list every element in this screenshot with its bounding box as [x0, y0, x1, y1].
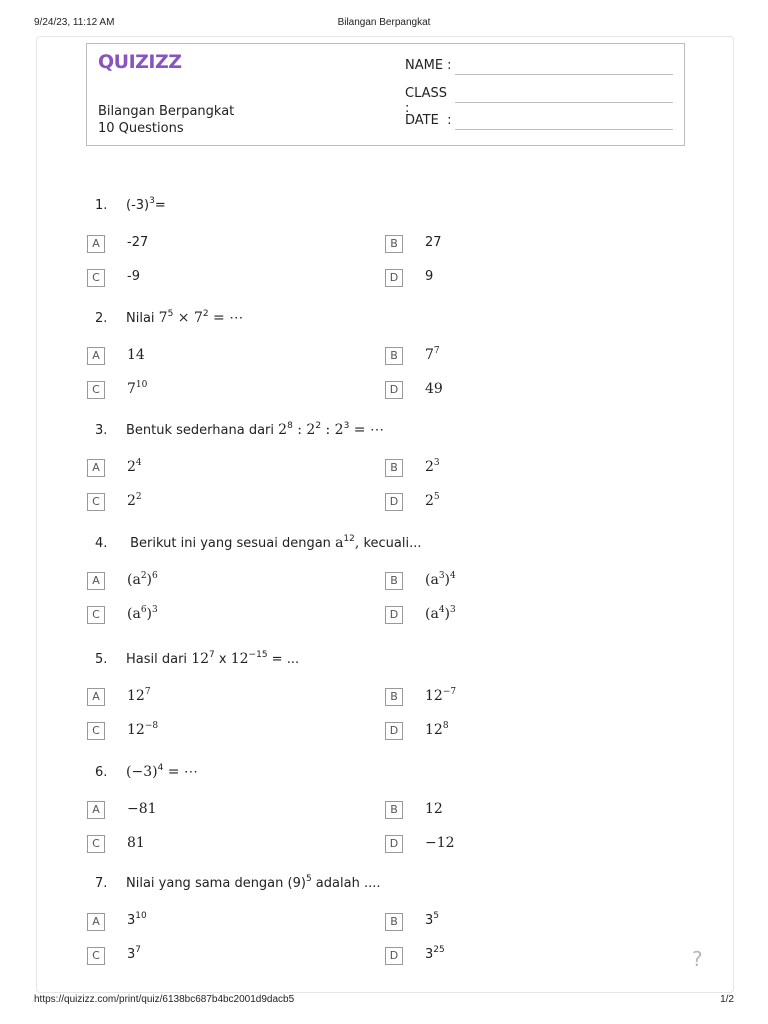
exponent: 3 — [438, 571, 445, 581]
text-fragment: Nilai yang sama dengan (9) — [126, 876, 306, 891]
math-text: 14 — [127, 347, 145, 363]
math-text: 7 — [127, 381, 136, 397]
question-1 — [95, 198, 166, 213]
option-value — [127, 604, 158, 622]
math-text: 2 — [127, 493, 136, 509]
math-text: 7 — [158, 310, 168, 326]
exponent: 6 — [152, 571, 158, 581]
exponent: 3 — [152, 605, 158, 615]
option-value — [127, 570, 158, 588]
exponent: 10 — [135, 911, 147, 921]
math-text: ) — [444, 606, 451, 622]
print-title: Bilangan Berpangkat — [337, 17, 431, 28]
math-text: = ⋯ — [163, 764, 198, 780]
text-fragment: Hasil dari — [126, 652, 192, 667]
math-text: a — [335, 535, 344, 551]
option-value — [127, 720, 158, 738]
question-number: 4. — [95, 536, 108, 551]
question-number: 7. — [95, 876, 108, 891]
exponent: 10 — [135, 380, 148, 390]
name-line — [455, 74, 673, 75]
option-value — [127, 345, 145, 363]
math-text: 49 — [425, 381, 443, 397]
question-7 — [95, 876, 380, 891]
math-text: (a — [127, 606, 141, 622]
math-text: −81 — [127, 801, 157, 817]
option-letter-box: D — [385, 722, 403, 740]
option-letter-box: A — [87, 688, 105, 706]
math-text: = ⋯ — [349, 422, 384, 438]
math-text: 7 — [425, 347, 434, 363]
option-value — [127, 833, 145, 851]
math-text: 12 — [425, 801, 443, 817]
option-letter-box: C — [87, 381, 105, 399]
option-value — [127, 379, 147, 397]
option-value — [425, 833, 455, 851]
option-value — [425, 686, 456, 704]
math-text: ) — [146, 606, 153, 622]
exponent: 5 — [433, 911, 440, 921]
option-letter-box: C — [87, 269, 105, 287]
text-fragment: Bentuk sederhana dari — [126, 423, 279, 438]
exponent: 8 — [442, 721, 449, 731]
exponent: 7 — [209, 650, 215, 660]
math-text: = ⋯ — [208, 310, 244, 326]
option-value — [425, 799, 443, 817]
exponent: 7 — [433, 346, 440, 356]
exponent: 4 — [135, 458, 142, 468]
option-value — [425, 235, 442, 250]
question-mark-icon[interactable]: ? — [692, 947, 703, 971]
option-value — [127, 269, 140, 284]
exponent: 3 — [450, 605, 456, 615]
option-value — [425, 604, 456, 622]
option-value — [425, 491, 440, 509]
text-fragment: 3 — [425, 947, 434, 962]
math-text: (a — [127, 572, 141, 588]
question-text — [126, 311, 243, 326]
name-field — [405, 58, 455, 73]
question-count: 10 Questions — [98, 121, 184, 136]
exponent: 8 — [287, 421, 293, 431]
quizizz-logo: QUIZIZZ — [98, 51, 182, 73]
question-number: 2. — [95, 311, 108, 326]
option-value — [425, 269, 433, 284]
class-field — [405, 86, 455, 116]
exponent: 5 — [167, 309, 174, 319]
math-text: × 7 — [173, 310, 203, 326]
math-text: ) — [146, 572, 153, 588]
question-5 — [95, 651, 299, 667]
date-label: DATE : — [405, 113, 452, 128]
option-value — [127, 913, 147, 928]
math-text: 12 — [425, 722, 443, 738]
math-text: 12 — [230, 651, 249, 667]
option-letter-box: D — [385, 606, 403, 624]
exponent: 4 — [157, 763, 164, 773]
option-letter-box: A — [87, 572, 105, 590]
option-value — [425, 345, 440, 363]
math-text: (a — [425, 606, 439, 622]
question-number: 6. — [95, 765, 108, 780]
text-fragment: adalah .... — [311, 876, 381, 891]
option-letter-box: A — [87, 459, 105, 477]
option-letter-box: B — [385, 913, 403, 931]
page-number: 1/2 — [720, 994, 734, 1005]
option-letter-box: C — [87, 835, 105, 853]
text-fragment: x — [214, 652, 231, 667]
option-letter-box: B — [385, 572, 403, 590]
exponent: 12 — [343, 534, 355, 544]
option-value — [425, 379, 443, 397]
question-number: 3. — [95, 423, 108, 438]
text-fragment: (-3) — [126, 198, 150, 213]
text-fragment: = ... — [267, 652, 300, 667]
option-value — [425, 720, 449, 738]
option-letter-box: B — [385, 459, 403, 477]
option-value — [127, 686, 151, 704]
exponent: 2 — [140, 571, 147, 581]
question-text — [126, 536, 422, 551]
print-header — [0, 17, 768, 31]
option-letter-box: D — [385, 269, 403, 287]
text-fragment: 27 — [425, 235, 442, 250]
math-text: 2 — [278, 422, 288, 438]
exponent: 4 — [438, 605, 445, 615]
question-6 — [95, 764, 198, 780]
math-text: 2 — [127, 459, 136, 475]
math-text: : 2 — [321, 422, 344, 438]
exponent: 3 — [343, 421, 350, 431]
name-label: NAME : — [405, 58, 452, 73]
question-number: 5. — [95, 652, 108, 667]
option-letter-box: B — [385, 801, 403, 819]
option-letter-box: D — [385, 381, 403, 399]
option-letter-box: D — [385, 947, 403, 965]
option-value — [425, 947, 445, 962]
date-line — [455, 129, 673, 130]
exponent: 3 — [149, 196, 155, 206]
option-letter-box: A — [87, 235, 105, 253]
option-letter-box: B — [385, 347, 403, 365]
math-text: 12 — [191, 651, 210, 667]
exponent: 2 — [135, 492, 142, 502]
exponent: 25 — [433, 945, 445, 955]
quiz-title: Bilangan Berpangkat — [98, 104, 235, 119]
exponent: −7 — [442, 687, 457, 697]
math-text: 12 — [425, 688, 443, 704]
text-fragment: = — [154, 198, 166, 213]
question-3 — [95, 422, 384, 438]
text-fragment: Nilai — [126, 311, 159, 326]
math-text: 12 — [127, 722, 145, 738]
math-text: 12 — [127, 688, 145, 704]
question-text — [126, 652, 299, 667]
option-value — [127, 457, 142, 475]
print-url: https://quizizz.com/print/quiz/6138bc687b4bc2001d9dacb5 — [34, 994, 295, 1005]
math-text: −12 — [425, 835, 455, 851]
option-value — [425, 457, 440, 475]
option-letter-box: A — [87, 347, 105, 365]
text-fragment: 3 — [127, 913, 136, 928]
exponent: 5 — [305, 874, 312, 884]
option-letter-box: C — [87, 722, 105, 740]
question-4 — [95, 535, 422, 551]
math-text: : 2 — [292, 422, 316, 438]
text-fragment: 3 — [425, 913, 434, 928]
question-text — [126, 765, 198, 780]
option-value — [127, 235, 148, 250]
exponent: 5 — [433, 492, 440, 502]
question-text — [126, 423, 384, 438]
date-field — [405, 113, 455, 128]
exponent: 2 — [315, 421, 322, 431]
exponent: 3 — [433, 458, 440, 468]
math-text: ) — [444, 572, 451, 588]
math-text: (−3) — [126, 764, 158, 780]
text-fragment: 3 — [127, 947, 136, 962]
exponent: 7 — [144, 687, 151, 697]
exponent: −8 — [144, 721, 159, 731]
text-fragment: kecuali... — [359, 536, 422, 551]
class-line — [455, 102, 673, 103]
option-letter-box: C — [87, 947, 105, 965]
math-text: 2 — [425, 459, 434, 475]
option-letter-box: B — [385, 688, 403, 706]
print-datetime: 9/24/23, 11:12 AM — [34, 17, 115, 28]
question-text — [126, 198, 166, 213]
exponent: 7 — [135, 945, 142, 955]
option-letter-box: C — [87, 493, 105, 511]
math-text: 81 — [127, 835, 145, 851]
option-letter-box: D — [385, 493, 403, 511]
text-fragment: Berikut ini yang sesuai dengan — [126, 536, 336, 551]
exponent: 2 — [202, 309, 209, 319]
text-fragment: -9 — [127, 269, 140, 284]
text-fragment: -27 — [127, 235, 149, 250]
math-text: , — [354, 535, 360, 551]
question-text — [126, 876, 380, 891]
option-value — [127, 947, 141, 962]
option-value — [127, 799, 157, 817]
worksheet-header — [86, 43, 685, 146]
option-value — [425, 913, 439, 928]
option-letter-box: A — [87, 913, 105, 931]
question-number: 1. — [95, 198, 108, 213]
option-value — [425, 570, 456, 588]
option-letter-box: C — [87, 606, 105, 624]
text-fragment: 9 — [425, 269, 434, 284]
math-text: (a — [425, 572, 439, 588]
question-2 — [95, 310, 243, 326]
option-letter-box: B — [385, 235, 403, 253]
math-text: 2 — [425, 493, 434, 509]
exponent: 4 — [450, 571, 456, 581]
exponent: −15 — [248, 650, 268, 660]
option-letter-box: A — [87, 801, 105, 819]
option-letter-box: D — [385, 835, 403, 853]
class-label: CLASS : — [405, 86, 448, 116]
option-value — [127, 491, 142, 509]
exponent: 6 — [140, 605, 147, 615]
